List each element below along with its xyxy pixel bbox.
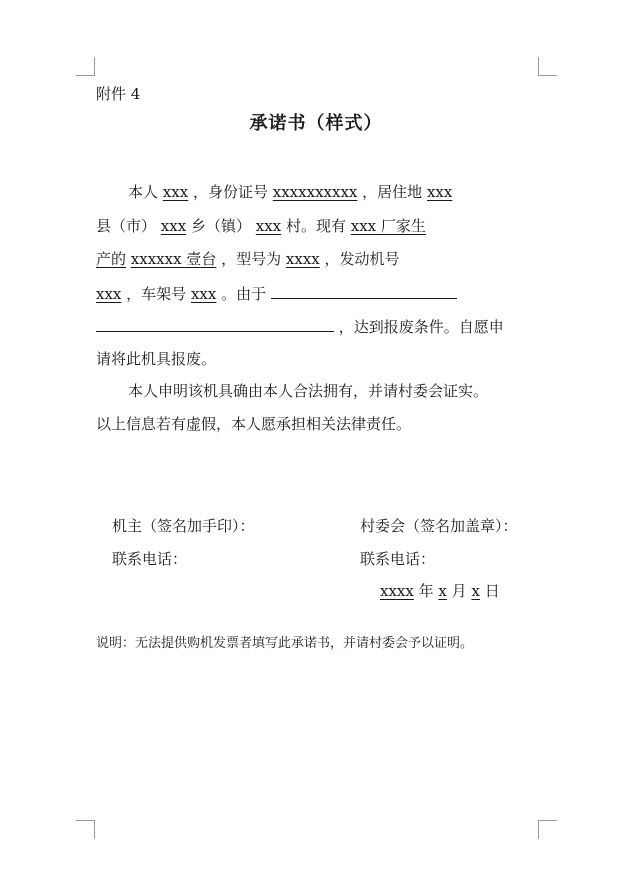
static-text: ，型号为 [221, 250, 282, 268]
date-year-field: xxxx [380, 582, 414, 600]
page-title: 承诺书（样式） [249, 113, 383, 134]
reason-blank [96, 316, 334, 332]
declaration-line: 本人申明该机具确由本人合法拥有，并请村委会证实。 [128, 382, 489, 400]
static-text: ，发动机号 [324, 250, 400, 268]
page-corner-mark [76, 57, 95, 76]
static-text: 年 [418, 582, 434, 600]
town-field: xxx [255, 217, 282, 235]
static-text: ，车架号 [126, 285, 187, 303]
id-number-field: xxxxxxxxxx [272, 183, 358, 201]
static-text: 乡（镇） [190, 217, 251, 235]
page-corner-mark [76, 820, 95, 839]
declaration-line: 以上信息若有虚假，本人愿承担相关法律责任。 [96, 415, 412, 433]
engine-number-field: xxx [96, 285, 122, 303]
county-field: xxx [160, 217, 187, 235]
static-text: 产的 [96, 250, 127, 268]
static-text: 村。现有 [285, 217, 346, 235]
date-line [380, 581, 500, 601]
committee-phone-label: 联系电话： [360, 550, 436, 568]
frame-number-field: xxx [190, 285, 217, 303]
paragraph-line [96, 249, 400, 269]
static-text: ，居住地 [362, 183, 423, 201]
owner-signature-label: 机主（签名加手印）： [112, 517, 255, 535]
owner-phone-label: 联系电话： [112, 550, 188, 568]
date-day-field: x [471, 582, 480, 600]
static-text: 县（市） [96, 217, 157, 235]
paragraph-line: 请将此机具报废。 [96, 350, 217, 368]
page-corner-mark [538, 820, 557, 839]
static-text: 。由于 [221, 285, 267, 303]
attachment-label: 附件 4 [96, 85, 141, 103]
paragraph-line [96, 283, 457, 304]
machine-field: xxxxxx 壹台 [130, 250, 217, 268]
date-month-field: x [438, 582, 447, 600]
page-corner-mark [538, 57, 557, 76]
paragraph-line [96, 216, 426, 236]
paragraph-line [96, 316, 504, 337]
residence-field: xxx [426, 183, 453, 201]
static-text: ，达到报废条件。自愿申 [338, 318, 504, 336]
model-field: xxxx [285, 250, 320, 268]
owner-name-field: xxx [162, 183, 189, 201]
static-text: 月 [451, 582, 467, 600]
reason-blank [271, 283, 457, 299]
static-text: 本人 [128, 183, 159, 201]
manufacturer-field: xxx 厂家生 [350, 217, 426, 235]
static-text: 日 [484, 582, 500, 600]
committee-signature-label: 村委会（签名加盖章）： [360, 517, 518, 535]
static-text: ，身份证号 [192, 183, 268, 201]
paragraph-line [128, 182, 452, 202]
footnote: 说明：无法提供购机发票者填写此承诺书，并请村委会予以证明。 [96, 636, 474, 651]
